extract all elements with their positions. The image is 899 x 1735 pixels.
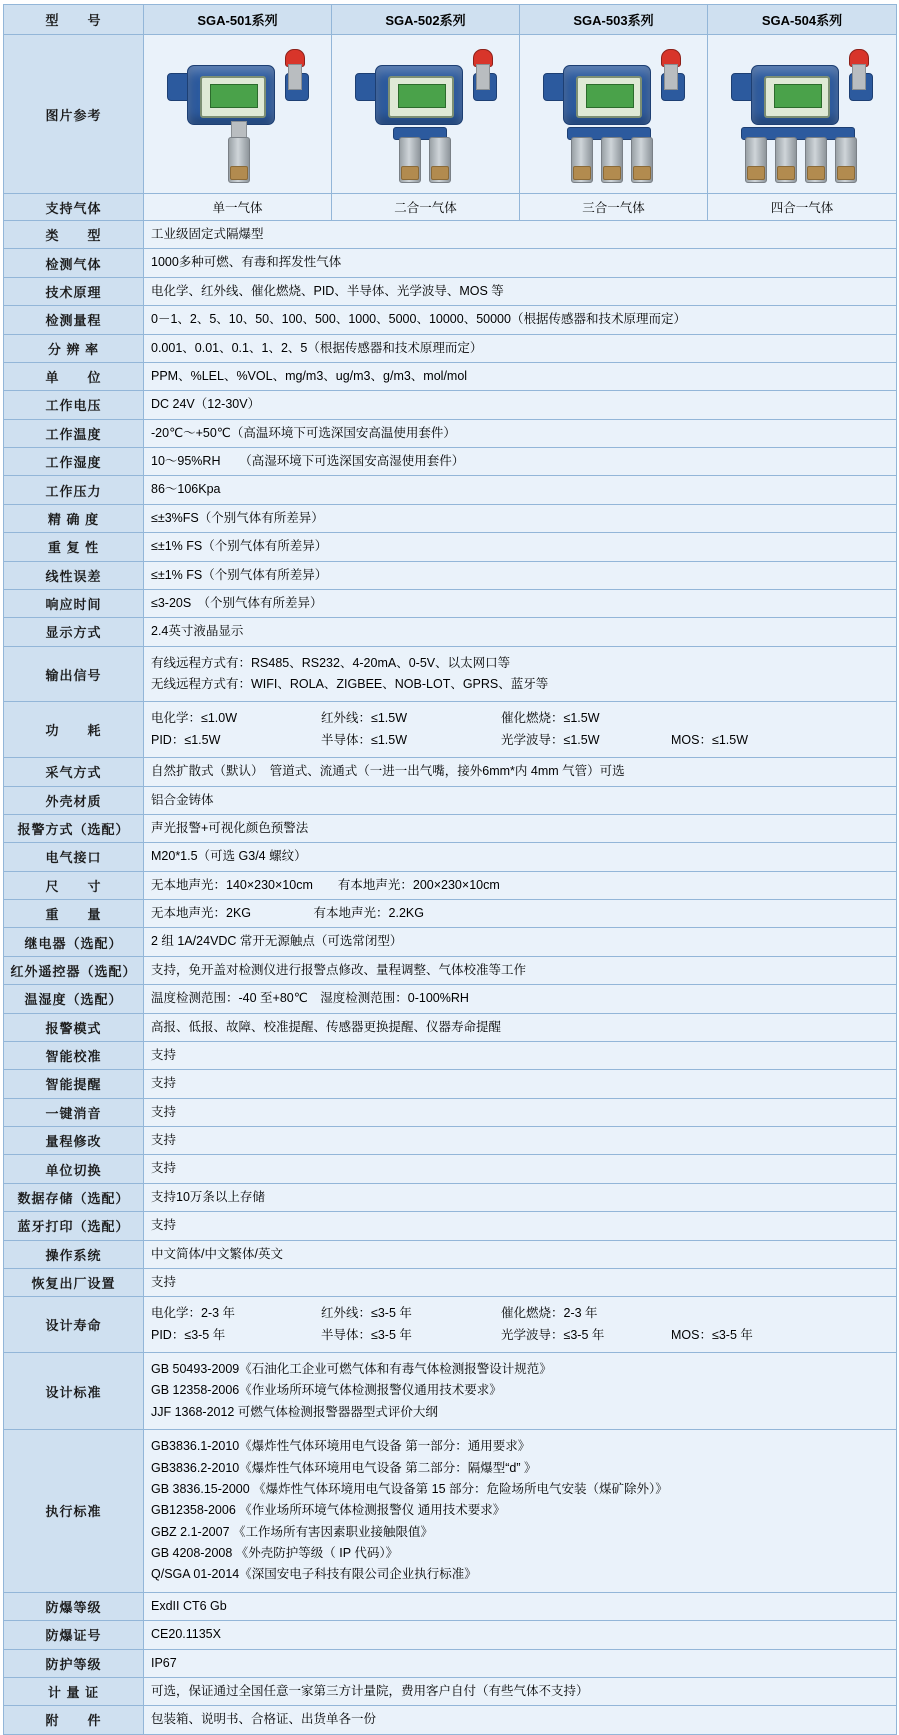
row-label-model: 型 号 [4, 5, 144, 35]
table-row [4, 1649, 897, 1677]
row-value: IP67 [144, 1649, 897, 1677]
table-row-gas-support [4, 194, 897, 221]
power-semiconductor: 半导体：≤1.5W [321, 732, 408, 747]
table-row [4, 928, 897, 956]
row-label: 智能提醒 [4, 1070, 144, 1098]
row-label: 恢复出厂设置 [4, 1268, 144, 1296]
row-value: 包装箱、说明书、合格证、出货单各一份 [144, 1706, 897, 1734]
model-header-1: SGA-501系列 [144, 5, 332, 35]
power-line-2 [151, 730, 889, 751]
gas-detector-icon [341, 43, 511, 185]
table-row [4, 1013, 897, 1041]
row-label: 继电器（选配） [4, 928, 144, 956]
table-row-exec-standard [4, 1430, 897, 1593]
row-label: 工作压力 [4, 476, 144, 504]
row-value: 铝合金铸体 [144, 786, 897, 814]
row-label: 报警模式 [4, 1013, 144, 1041]
power-pid: PID：≤1.5W [151, 732, 221, 747]
product-image-2 [332, 35, 520, 194]
table-row [4, 362, 897, 390]
power-mos: MOS：≤1.5W [671, 732, 749, 747]
table-row [4, 1155, 897, 1183]
row-label: 重 量 [4, 900, 144, 928]
product-image-4 [708, 35, 897, 194]
row-value: ≤±3%FS（个别气体有所差异） [144, 504, 897, 532]
row-value: 声光报警+可视化颜色预警法 [144, 814, 897, 842]
table-row [4, 306, 897, 334]
exec-standard-item: Q/SGA 01-2014《深国安电子科技有限公司企业执行标准》 [151, 1567, 477, 1582]
table-row [4, 1070, 897, 1098]
output-signal-line-1: 有线远程方式有：RS485、RS232、4-20mA、0-5V、以太网口等 [151, 655, 511, 670]
exec-standard-item: GB12358-2006 《作业场所环境气体检测报警仪 通用技术要求》 [151, 1503, 506, 1518]
gas-support-1: 单一气体 [144, 194, 332, 221]
row-label: 单位切换 [4, 1155, 144, 1183]
product-image-3 [520, 35, 708, 194]
table-row [4, 1621, 897, 1649]
row-value-exec-standard [144, 1430, 897, 1593]
power-catalytic: 催化燃烧：≤1.5W [501, 711, 600, 726]
table-row [4, 561, 897, 589]
power-optical: 光学波导：≤1.5W [501, 732, 600, 747]
design-standard-item: GB 12358-2006《作业场所环境气体检测报警仪通用技术要求》 [151, 1383, 502, 1398]
table-row [4, 1127, 897, 1155]
row-label-design-standard: 设计标准 [4, 1353, 144, 1430]
table-row [4, 476, 897, 504]
gas-detector-icon [717, 43, 887, 185]
table-row-output-signal [4, 646, 897, 702]
row-label: 线性误差 [4, 561, 144, 589]
row-label: 电气接口 [4, 843, 144, 871]
lifespan-pid: PID：≤3-5 年 [151, 1327, 226, 1342]
row-value: 2 组 1A/24VDC 常开无源触点（可选常闭型） [144, 928, 897, 956]
row-label: 报警方式（选配） [4, 814, 144, 842]
row-label: 工作温度 [4, 419, 144, 447]
row-value-design-standard [144, 1353, 897, 1430]
row-label: 技术原理 [4, 277, 144, 305]
row-value: 中文简体/中文繁体/英文 [144, 1240, 897, 1268]
row-label: 响应时间 [4, 589, 144, 617]
table-row [4, 1183, 897, 1211]
table-row-images [4, 35, 897, 194]
row-value: PPM、%LEL、%VOL、mg/m3、ug/m3、g/m3、mol/mol [144, 362, 897, 390]
row-value: 1000多种可燃、有毒和挥发性气体 [144, 249, 897, 277]
row-value: DC 24V（12-30V） [144, 391, 897, 419]
row-value: 支持 [144, 1098, 897, 1126]
table-row [4, 758, 897, 786]
row-label: 工作电压 [4, 391, 144, 419]
row-label: 红外遥控器（选配） [4, 956, 144, 984]
row-value: CE20.1135X [144, 1621, 897, 1649]
row-value: 自然扩散式（默认） 管道式、流通式（一进一出气嘴，接外6mm*内 4mm 气管）可选 [144, 758, 897, 786]
table-row [4, 334, 897, 362]
row-value: 无本地声光：2KG 有本地声光：2.2KG [144, 900, 897, 928]
gas-support-3: 三合一气体 [520, 194, 708, 221]
design-standard-item: GB 50493-2009《石油化工企业可燃气体和有毒气体检测报警设计规范》 [151, 1362, 552, 1376]
lifespan-infrared: 红外线：≤3-5 年 [321, 1306, 412, 1321]
row-label: 工作湿度 [4, 448, 144, 476]
row-value: 可选，保证通过全国任意一家第三方计量院，费用客户自付（有些气体不支持） [144, 1677, 897, 1705]
table-row [4, 985, 897, 1013]
row-value: 支持 [144, 1212, 897, 1240]
table-row [4, 419, 897, 447]
design-standard-item: JJF 1368-2012 可燃气体检测报警器器型式评价大纲 [151, 1404, 438, 1419]
table-row [4, 448, 897, 476]
row-value: 86～106Kpa [144, 476, 897, 504]
table-row [4, 533, 897, 561]
table-row [4, 1592, 897, 1620]
table-row-power [4, 702, 897, 758]
lifespan-line-1 [151, 1303, 889, 1324]
row-label: 智能校准 [4, 1041, 144, 1069]
row-value-power [144, 702, 897, 758]
lifespan-electrochemical: 电化学：2-3 年 [151, 1306, 236, 1321]
row-label-gas-support: 支持气体 [4, 194, 144, 221]
row-value: 高报、低报、故障、校准提醒、传感器更换提醒、仪器寿命提醒 [144, 1013, 897, 1041]
row-value: 支持，免开盖对检测仪进行报警点修改、量程调整、气体校准等工作 [144, 956, 897, 984]
lifespan-mos: MOS：≤3-5 年 [671, 1327, 753, 1342]
table-row [4, 1706, 897, 1734]
row-value: 支持 [144, 1041, 897, 1069]
row-label: 附 件 [4, 1706, 144, 1734]
row-value: ≤±1% FS（个别气体有所差异） [144, 533, 897, 561]
table-row [4, 618, 897, 646]
product-image-1 [144, 35, 332, 194]
exec-standard-item: GB 4208-2008 《外壳防护等级（ IP 代码）》 [151, 1546, 399, 1560]
table-row [4, 1240, 897, 1268]
row-label: 防护等级 [4, 1649, 144, 1677]
row-label: 分 辨 率 [4, 334, 144, 362]
lifespan-semiconductor: 半导体：≤3-5 年 [321, 1327, 412, 1342]
output-signal-line-2: 无线远程方式有：WIFI、ROLA、ZIGBEE、NOB-LOT、GPRS、蓝牙等 [151, 677, 549, 691]
row-value: ExdII CT6 Gb [144, 1592, 897, 1620]
model-header-3: SGA-503系列 [520, 5, 708, 35]
row-label: 一键消音 [4, 1098, 144, 1126]
row-value: 电化学、红外线、催化燃烧、PID、半导体、光学波导、MOS 等 [144, 277, 897, 305]
row-label-power: 功 耗 [4, 702, 144, 758]
row-label: 操作系统 [4, 1240, 144, 1268]
power-electrochemical: 电化学：≤1.0W [151, 711, 238, 726]
row-label: 防爆等级 [4, 1592, 144, 1620]
row-label: 显示方式 [4, 618, 144, 646]
row-value: ≤±1% FS（个别气体有所差异） [144, 561, 897, 589]
row-value: M20*1.5（可选 G3/4 螺纹） [144, 843, 897, 871]
table-row [4, 1041, 897, 1069]
table-row-design-standard [4, 1353, 897, 1430]
exec-standard-item: GB 3836.15-2000 《爆炸性气体环境用电气设备第 15 部分：危险场所电气安装（煤矿除外）》 [151, 1481, 668, 1496]
table-row [4, 814, 897, 842]
row-value: 温度检测范围：-40 至+80℃ 湿度检测范围：0-100%RH [144, 985, 897, 1013]
table-row [4, 589, 897, 617]
row-value: 支持 [144, 1127, 897, 1155]
row-label: 蓝牙打印（选配） [4, 1212, 144, 1240]
row-label: 重 复 性 [4, 533, 144, 561]
table-row-model [4, 5, 897, 35]
row-value-lifespan [144, 1297, 897, 1353]
lifespan-catalytic: 催化燃烧：2-3 年 [501, 1306, 598, 1321]
row-label: 量程修改 [4, 1127, 144, 1155]
lifespan-line-2 [151, 1325, 889, 1346]
table-row [4, 956, 897, 984]
table-row [4, 843, 897, 871]
row-label: 温湿度（选配） [4, 985, 144, 1013]
exec-standard-item: GB3836.1-2010《爆炸性气体环境用电气设备 第一部分：通用要求》 [151, 1439, 531, 1454]
row-label: 数据存储（选配） [4, 1183, 144, 1211]
row-label: 外壳材质 [4, 786, 144, 814]
row-value: 2.4英寸液晶显示 [144, 618, 897, 646]
row-value: 支持 [144, 1155, 897, 1183]
table-row [4, 1212, 897, 1240]
row-label: 精 确 度 [4, 504, 144, 532]
row-value: 支持10万条以上存储 [144, 1183, 897, 1211]
gas-detector-icon [529, 43, 699, 185]
table-row [4, 391, 897, 419]
row-value: 支持 [144, 1070, 897, 1098]
row-label-output-signal: 输出信号 [4, 646, 144, 702]
row-label: 检测量程 [4, 306, 144, 334]
table-row [4, 277, 897, 305]
exec-standard-item: GB3836.2-2010《爆炸性气体环境用电气设备 第二部分：隔爆型“d” 》 [151, 1460, 537, 1475]
row-label: 检测气体 [4, 249, 144, 277]
table-row [4, 1677, 897, 1705]
table-row [4, 786, 897, 814]
gas-support-4: 四合一气体 [708, 194, 897, 221]
row-label-lifespan: 设计寿命 [4, 1297, 144, 1353]
row-label: 单 位 [4, 362, 144, 390]
exec-standard-item: GBZ 2.1-2007 《工作场所有害因素职业接触限值》 [151, 1524, 433, 1539]
row-value: -20℃～+50℃（高温环境下可选深国安高温使用套件） [144, 419, 897, 447]
row-label: 尺 寸 [4, 871, 144, 899]
row-label-exec-standard: 执行标准 [4, 1430, 144, 1593]
specification-table [3, 4, 897, 1735]
table-row [4, 1098, 897, 1126]
table-row [4, 1268, 897, 1296]
row-label: 采气方式 [4, 758, 144, 786]
row-label: 类 型 [4, 221, 144, 249]
row-value: 0.001、0.01、0.1、1、2、5（根据传感器和技术原理而定） [144, 334, 897, 362]
row-value: ≤3-20S （个别气体有所差异） [144, 589, 897, 617]
row-value-output-signal [144, 646, 897, 702]
model-header-4: SGA-504系列 [708, 5, 897, 35]
table-row [4, 504, 897, 532]
row-label: 计 量 证 [4, 1677, 144, 1705]
table-row [4, 871, 897, 899]
row-value: 支持 [144, 1268, 897, 1296]
table-row [4, 249, 897, 277]
power-infrared: 红外线：≤1.5W [321, 711, 408, 726]
gas-support-2: 二合一气体 [332, 194, 520, 221]
power-line-1 [151, 708, 889, 729]
lifespan-optical: 光学波导：≤3-5 年 [501, 1327, 605, 1342]
row-value: 0－1、2、5、10、50、100、500、1000、5000、10000、50000（根据传感器和技术原理而定） [144, 306, 897, 334]
model-header-2: SGA-502系列 [332, 5, 520, 35]
table-row [4, 900, 897, 928]
row-label-image: 图片参考 [4, 35, 144, 194]
gas-detector-icon [153, 43, 323, 185]
row-value: 工业级固定式隔爆型 [144, 221, 897, 249]
row-value: 无本地声光：140×230×10cm 有本地声光：200×230×10cm [144, 871, 897, 899]
table-row-lifespan [4, 1297, 897, 1353]
row-value: 10～95%RH （高湿环境下可选深国安高湿使用套件） [144, 448, 897, 476]
table-row [4, 221, 897, 249]
row-label: 防爆证号 [4, 1621, 144, 1649]
